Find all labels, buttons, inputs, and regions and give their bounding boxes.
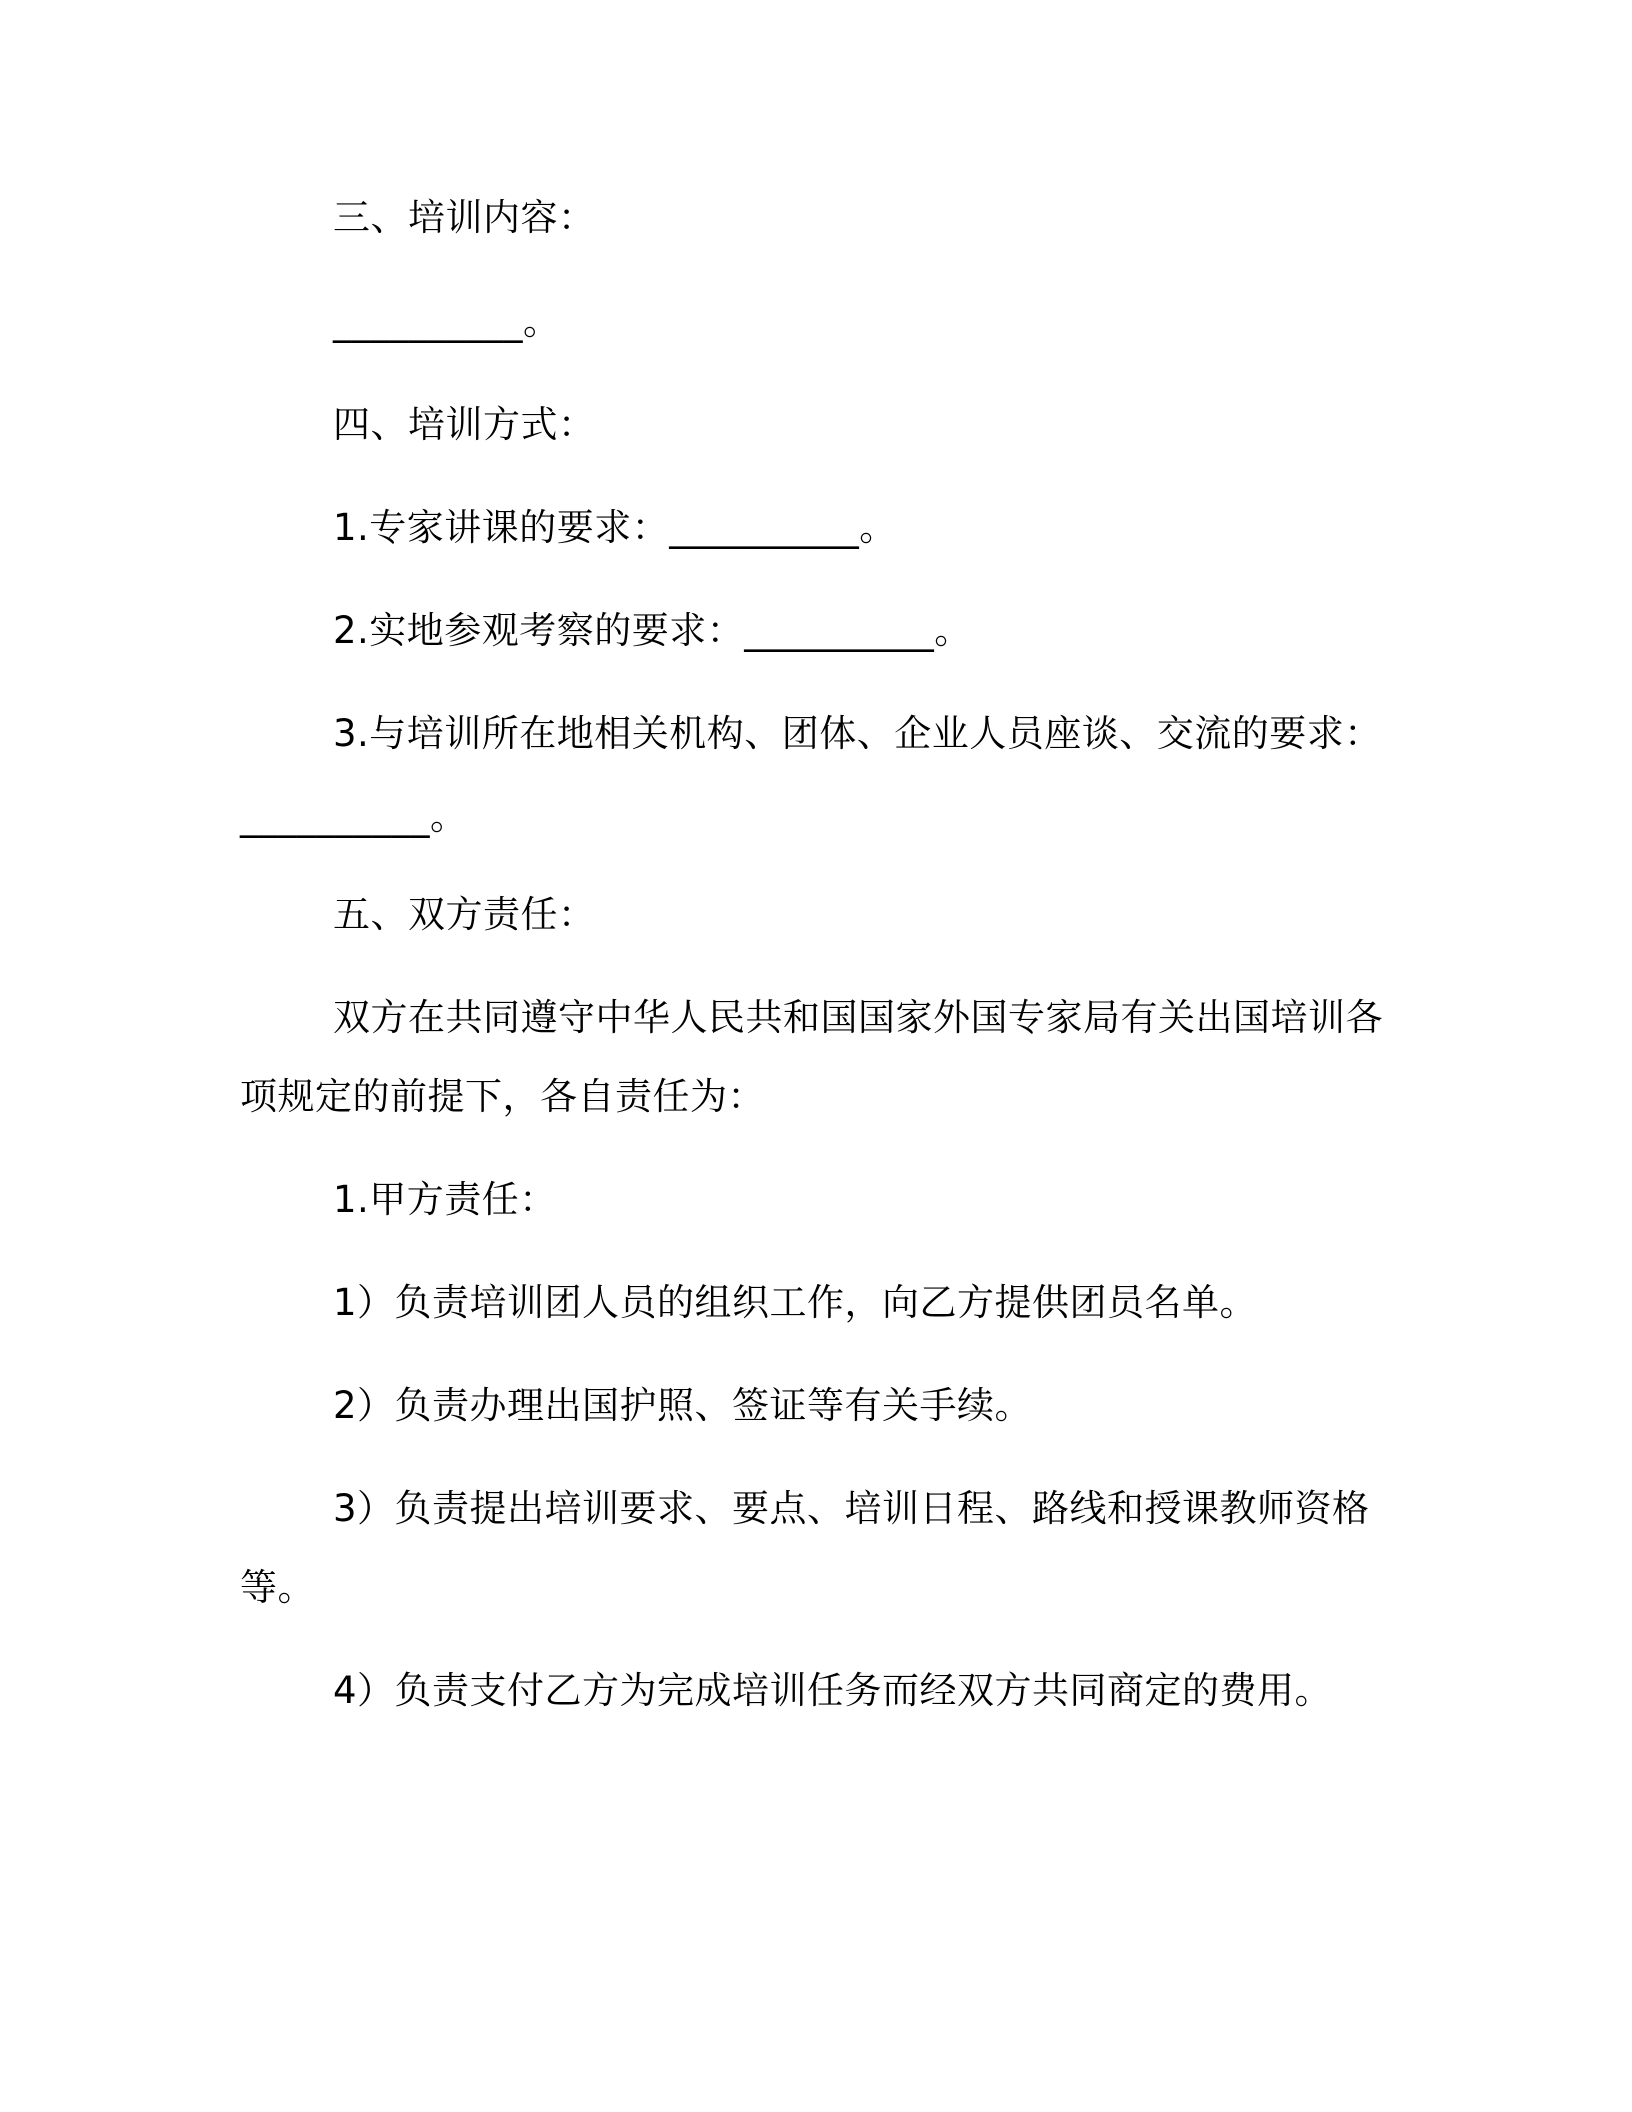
exchange-requirement: 3.与培训所在地相关机构、团体、企业人员座谈、交流的要求： — [333, 712, 1382, 755]
lecture-requirement: 1.专家讲课的要求：__________。 — [333, 506, 897, 549]
party-a-item-4: 4）负责支付乙方为完成培训任务而经双方共同商定的费用。 — [333, 1669, 1333, 1712]
training-content-blank: __________。 — [333, 300, 561, 343]
responsibility-intro-line-2: 项规定的前提下，各自责任为： — [240, 1075, 765, 1118]
responsibility-intro-line-1: 双方在共同遵守中华人民共和国国家外国专家局有关出国培训各 — [333, 996, 1383, 1039]
party-a-item-3-line-2: 等。 — [240, 1566, 315, 1609]
party-a-item-3-line-1: 3）负责提出培训要求、要点、培训日程、路线和授课教师资格 — [333, 1487, 1370, 1530]
section-3-heading: 三、培训内容： — [333, 196, 596, 239]
section-5-heading: 五、双方责任： — [333, 893, 596, 936]
party-a-item-2: 2）负责办理出国护照、签证等有关手续。 — [333, 1384, 1033, 1427]
party-a-item-1: 1）负责培训团人员的组织工作，向乙方提供团员名单。 — [333, 1281, 1258, 1324]
section-4-heading: 四、培训方式： — [333, 403, 596, 446]
exchange-requirement-blank: __________。 — [240, 795, 468, 838]
party-a-heading: 1.甲方责任： — [333, 1178, 557, 1221]
site-visit-requirement: 2.实地参观考察的要求：__________。 — [333, 609, 972, 652]
